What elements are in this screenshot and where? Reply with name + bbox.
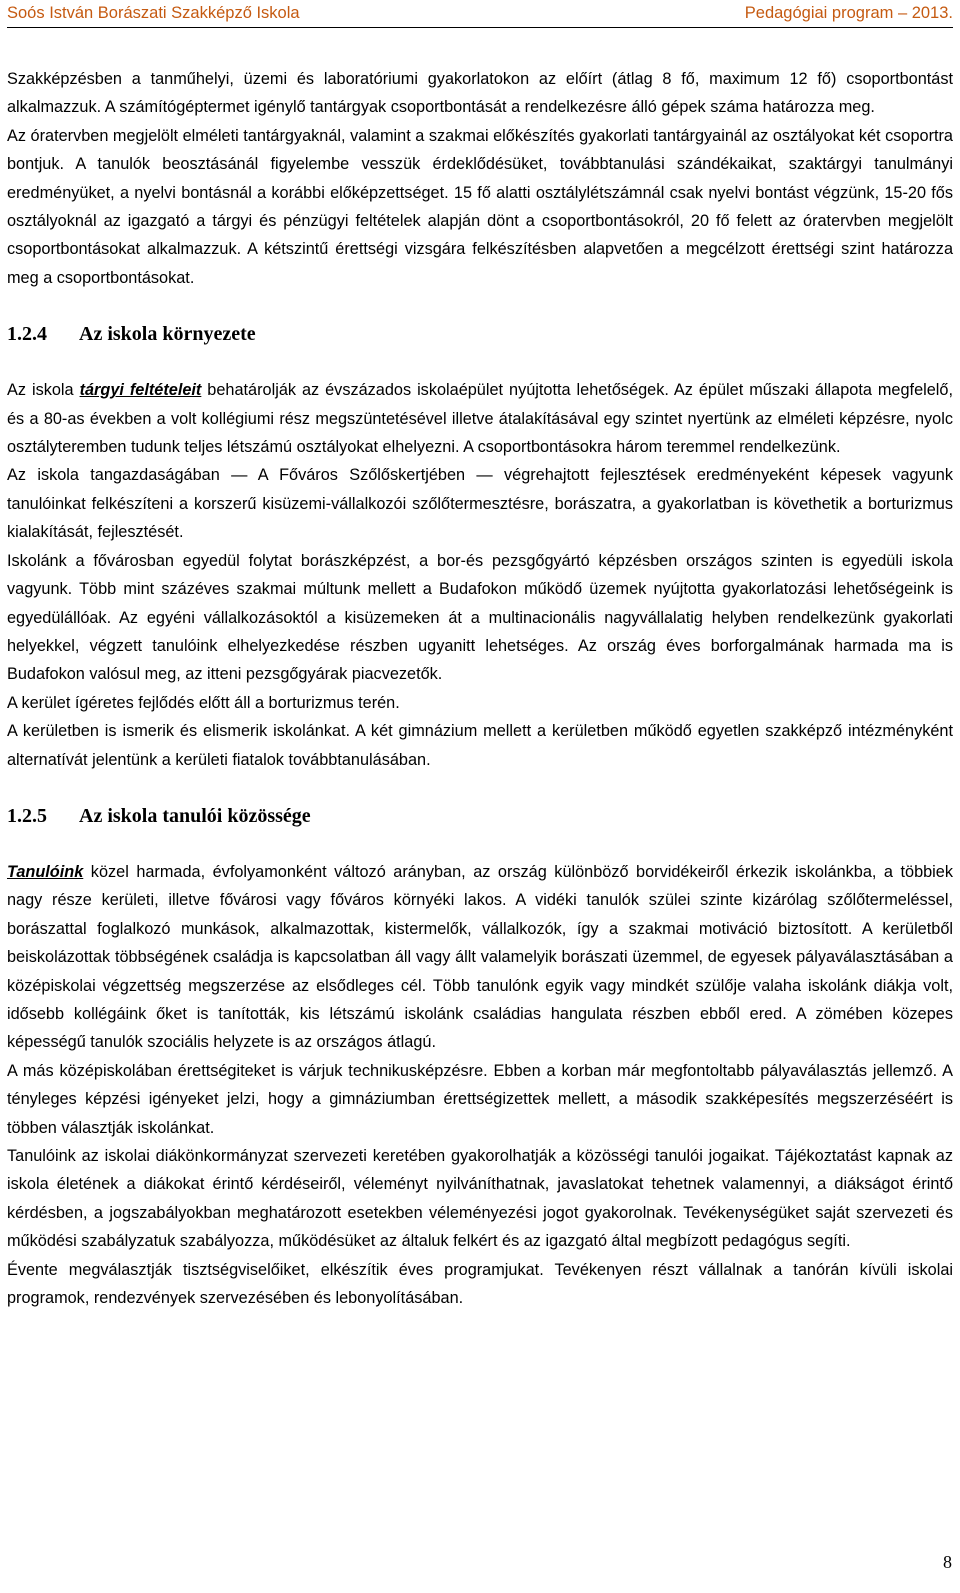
paragraph: Az iskola tangazdaságában ― A Főváros Szőlőskertjében ― végrehajtott fejlesztések eredményeként képesek vagyunk tanulóinkat felkészíteni a korszerű kisüzemi-vállalkozói szőlőtermesztésre, borászatra, a gyakorlatban is követhetik a borturizmus kialakítását, fejlesztését. xyxy=(7,466,953,542)
section-number: 1.2.4 xyxy=(7,323,47,346)
paragraph-text: behatárolják az évszázados iskolaépület nyújtotta lehetőségek. Az épület műszaki állapota megfelelő, és a 80-as években a volt kollégiumi rész megszüntetésével illetve átalakításával egy szintet nyertünk az elméleti képzésre, nyolc osztályteremben tudunk teljes létszámú osztályokat elhelyezni. A csoportbontásokra három teremmel rendelkezünk. xyxy=(7,381,953,457)
page-content xyxy=(7,65,953,1312)
paragraph: Évente megválasztják tisztségviselőiket, elkészítik éves programjukat. Tevékenyen részt vállalnak a tanórán kívüli iskolai programok, rendezvények szervezésében és lebonyolításában. xyxy=(7,1260,953,1308)
paragraph: A kerületben is ismerik és elismerik iskolánkat. A két gimnázium mellett a kerületben működő egyetlen szakképző intézményként alternatívát jelentünk a kerületi fiatalok továbbtanulásában. xyxy=(7,722,953,769)
page-header xyxy=(7,0,953,28)
paragraph: Tanulóink az iskolai diákönkormányzat szervezeti keretében gyakorolhatják a közösségi tanulói jogaikat. Tájékoztatást kapnak az iskola életének a diákokat érintő kérdéseiről, véleményt nyilváníthatnak, javaslatokat tehetnek valamennyi, a diákságot érintő kérdésben, a jogszabályokban meghatározott esetekben véleményezési jogot gyakorolnak. Tevékenységüket saját szervezeti és működési szabályzatuk szabályozza, működésüket az általuk felkért és az igazgató által megbízott pedagógus segíti. xyxy=(7,1147,953,1251)
header-document-title: Pedagógiai program – 2013. xyxy=(744,4,953,22)
emphasized-text: Tanulóink xyxy=(7,862,84,881)
paragraph: Szakképzésben a tanműhelyi, üzemi és laboratóriumi gyakorlatokon az előírt (átlag 8 fő, maximum 12 fő) csoportbontást alkalmazzuk. A számítógéptermet igénylő tantárgyak csoportbontását a rendelkezésre álló gépek száma határozza meg. xyxy=(7,70,953,117)
paragraph: A más középiskolában érettségiteket is várjuk technikusképzésre. Ebben a korban már megfontoltabb pályaválasztás jellemző. A tényleges képzési igényeket jelzi, hogy a gimnáziumban érettségizettek mellett, a második szakképesítés megszerzéséért is többen választják iskolánkat. xyxy=(7,1061,953,1137)
emphasized-text: tárgyi feltételeit xyxy=(79,381,202,400)
page-number: 8 xyxy=(943,1552,952,1572)
paragraph: Az óratervben megjelölt elméleti tantárgyaknál, valamint a szakmai előkészítés gyakorlati tantárgyainál az osztályokat két csoportra bontjuk. A tanulók beosztásánál figyelembe vesszük érdeklődésüket, továbbtanulási szándékaikat, szaktárgyi tanulmányi eredményüket, a nyelvi bontásnál a korábbi előképzettséget. 15 fő alatti osztálylétszámnál csak nyelvi bontást végzünk, 15-20 fős osztályoknál az igazgató a tárgyi és pénzügyi feltételek alapján dönt a csoportbontásokról, 20 fő felett az óratervben megjelölt csoportbontásokat alkalmazzuk. A kétszintű érettségi vizsgára felkészítésben alapvetően a megcélzott érettségi szint határozza meg a csoportbontásokat. xyxy=(7,126,953,287)
section-title: Az iskola tanulói közössége xyxy=(79,804,311,827)
header-school-name: Soós István Borászati Szakképző Iskola xyxy=(7,4,300,22)
paragraph-text: Az iskola xyxy=(7,381,80,400)
section-heading xyxy=(7,320,953,348)
section-title: Az iskola környezete xyxy=(79,323,256,346)
paragraph xyxy=(7,376,953,461)
section-number: 1.2.5 xyxy=(7,804,47,827)
paragraph xyxy=(7,858,953,1057)
paragraph: A kerület ígéretes fejlődés előtt áll a borturizmus terén. xyxy=(7,693,400,712)
paragraph: Iskolánk a fővárosban egyedül folytat borászképzést, a bor-és pezsgőgyártó képzésben országos szinten is egyedüli iskola vagyunk. Több mint százéves szakmai múltunk mellett a Budafokon működő üzemek nyújtotta gyakorlatozási lehetőségeink is egyedülállóak. Az egyéni vállalkozásoktól a kisüzemeken át a multinacionális nagyvállalatig helyben rendelkezünk gyakorlati helyekkel, végzett tanulóink elhelyezkedése részben ugyanitt lehetséges. Az ország éves borforgalmának harmada ma is Budafokon valósul meg, az itteni pezsgőgyárak piacvezetők. xyxy=(7,551,953,684)
paragraph-text: közel harmada, évfolyamonként változó arányban, az ország különböző borvidékeiről érkezik iskolánkba, a többiek nagy része kerületi, illetve fővárosi vagy főváros környéki lakos. A vidéki tanulók szülei szinte kizárólag szőlőtermeléssel, borászattal foglalkozó munkások, alkalmazottak, kistermelők, vállalkozók, így a szakmai motiváció biztosított. A kerületből beiskolázottak többségének családja is kapcsolatban áll vagy állt valamelyik borászati üzemmel, de egyesek pályaválasztásában a középiskolai végzettség megszerzése az elsődleges cél. Több tanulónk egyik vagy mindkét szülője valaha iskolánk diákja volt, idősebb kollégáink őket is tanították, kis létszámú iskolánk családias hangulata részben ebből ered. A zömében közepes képességű tanulók szociális helyzete is az országos átlagú. xyxy=(7,862,953,1052)
section-heading xyxy=(7,802,953,830)
